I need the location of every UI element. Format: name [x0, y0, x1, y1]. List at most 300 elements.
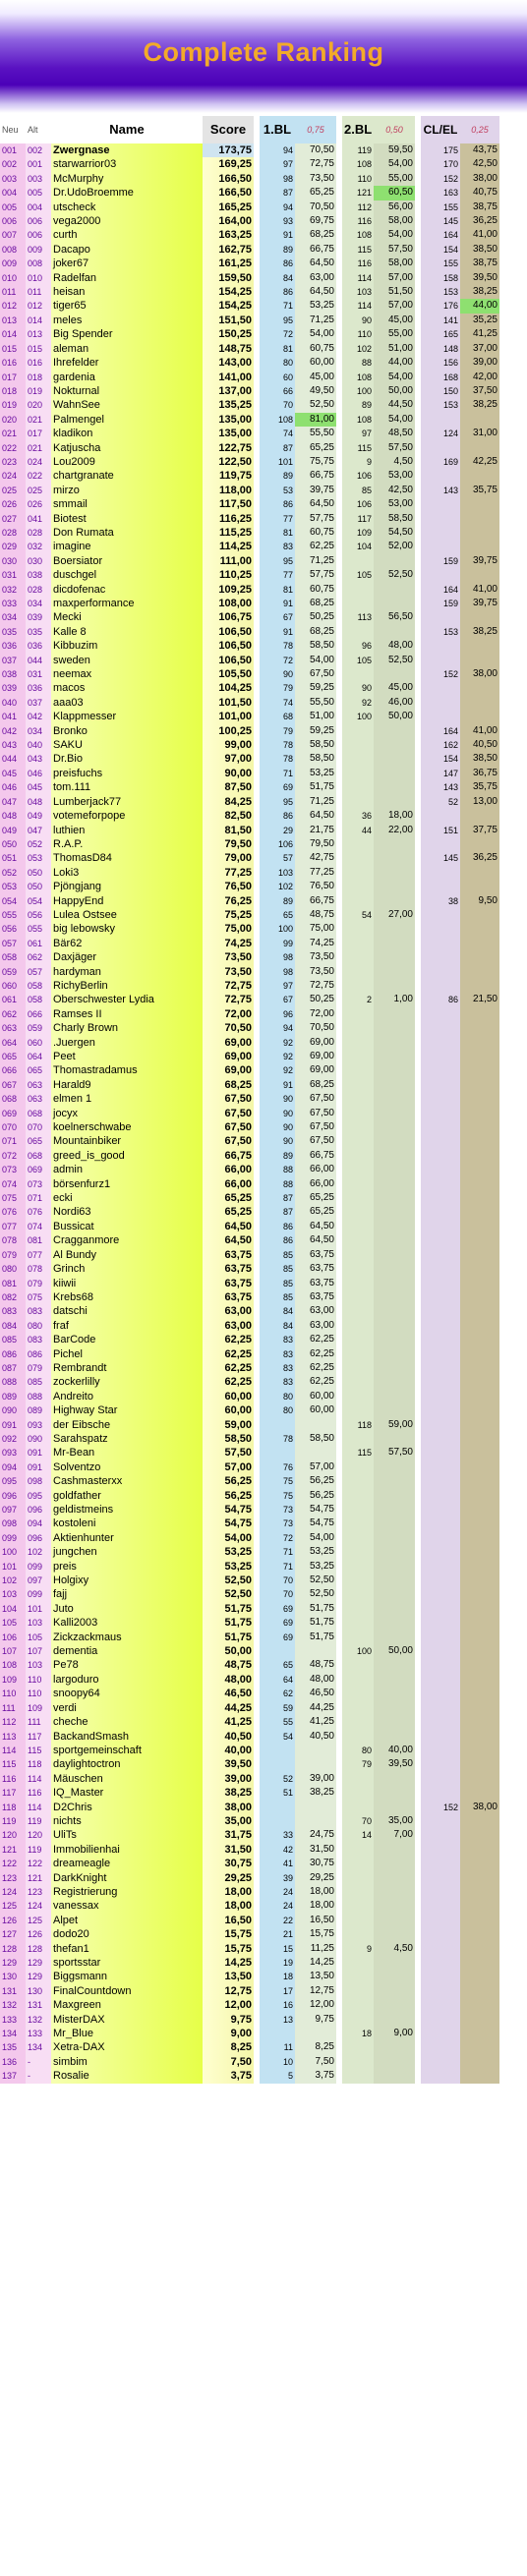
table-row[interactable]	[0, 824, 527, 837]
table-row[interactable]	[0, 1177, 527, 1191]
bl1-points-cell: 87	[260, 441, 295, 455]
column-gap	[499, 327, 527, 341]
table-row[interactable]	[0, 1390, 527, 1403]
table-row[interactable]	[0, 554, 527, 568]
player-name-cell[interactable]: utscheck	[51, 200, 203, 214]
table-row[interactable]	[0, 752, 527, 766]
table-row[interactable]	[0, 1134, 527, 1148]
player-name-cell[interactable]: kladikon	[51, 427, 203, 440]
table-row[interactable]	[0, 2055, 527, 2069]
player-name-cell[interactable]: Katjuscha	[51, 441, 203, 455]
rank-new-cell: 051	[0, 851, 26, 865]
player-name-cell[interactable]: ThomasD84	[51, 851, 203, 865]
player-name-cell[interactable]: goldfather	[51, 1489, 203, 1503]
table-row[interactable]	[0, 1063, 527, 1077]
player-name-cell[interactable]: thefan1	[51, 1942, 203, 1956]
table-row[interactable]	[0, 157, 527, 171]
table-row[interactable]	[0, 1120, 527, 1134]
player-name-cell[interactable]: Dr.UdoBroemme	[51, 186, 203, 200]
table-row[interactable]	[0, 2027, 527, 2040]
table-row[interactable]	[0, 1984, 527, 1998]
player-name-cell[interactable]: ecki	[51, 1191, 203, 1205]
player-name-cell[interactable]: daylightoctron	[51, 1757, 203, 1771]
player-name-cell[interactable]: dementia	[51, 1644, 203, 1658]
table-row[interactable]	[0, 1828, 527, 1842]
bl1-weighted-cell: 53,25	[295, 767, 336, 780]
table-row[interactable]	[0, 851, 527, 865]
player-name-cell[interactable]: UliTs	[51, 1828, 203, 1842]
player-name-cell[interactable]: Alpet	[51, 1914, 203, 1927]
table-row[interactable]	[0, 866, 527, 880]
player-name-cell[interactable]: Maxgreen	[51, 1998, 203, 2012]
table-row[interactable]	[0, 384, 527, 398]
table-row[interactable]	[0, 795, 527, 809]
player-name-cell[interactable]: Radelfan	[51, 271, 203, 285]
table-row[interactable]	[0, 413, 527, 427]
player-name-cell[interactable]: Ihrefelder	[51, 356, 203, 370]
header-bl2[interactable]: 2.BL	[342, 116, 374, 143]
player-name-cell[interactable]: Loki3	[51, 866, 203, 880]
player-name-cell[interactable]: dreameagle	[51, 1857, 203, 1870]
player-name-cell[interactable]: Bussicat	[51, 1220, 203, 1233]
player-name-cell[interactable]: imagine	[51, 540, 203, 553]
player-name-cell[interactable]: simbim	[51, 2055, 203, 2069]
bl1-points-cell: 91	[260, 597, 295, 610]
player-name-cell[interactable]: preis	[51, 1560, 203, 1574]
table-row[interactable]	[0, 1304, 527, 1318]
table-row[interactable]	[0, 1050, 527, 1063]
player-name-cell[interactable]: sportsstar	[51, 1956, 203, 1970]
player-name-cell[interactable]: FinalCountdown	[51, 1984, 203, 1998]
table-row[interactable]	[0, 1290, 527, 1304]
table-row[interactable]	[0, 993, 527, 1006]
table-row[interactable]	[0, 738, 527, 752]
player-name-cell[interactable]: datschi	[51, 1304, 203, 1318]
player-name-cell[interactable]: verdi	[51, 1701, 203, 1715]
table-row[interactable]	[0, 809, 527, 823]
table-row[interactable]	[0, 681, 527, 695]
player-name-cell[interactable]: zockerlilly	[51, 1375, 203, 1389]
header-name[interactable]: Name	[51, 116, 203, 143]
player-name-cell[interactable]: Rosalie	[51, 2069, 203, 2083]
player-name-cell[interactable]: duschgel	[51, 568, 203, 582]
table-row[interactable]	[0, 1927, 527, 1941]
player-name-cell[interactable]: jungchen	[51, 1545, 203, 1559]
player-name-cell[interactable]: fajj	[51, 1587, 203, 1601]
rank-old-cell: 090	[26, 1432, 51, 1446]
table-row[interactable]	[0, 724, 527, 738]
table-row[interactable]	[0, 1333, 527, 1346]
table-row[interactable]	[0, 1631, 527, 1644]
table-row[interactable]	[0, 1503, 527, 1517]
player-name-cell[interactable]: preisfuchs	[51, 767, 203, 780]
player-name-cell[interactable]: DarkKnight	[51, 1871, 203, 1885]
player-name-cell[interactable]: Krebs68	[51, 1290, 203, 1304]
table-row[interactable]	[0, 1107, 527, 1120]
player-name-cell[interactable]: Boersiator	[51, 554, 203, 568]
table-row[interactable]	[0, 1814, 527, 1828]
player-name-cell[interactable]: Daxjäger	[51, 950, 203, 964]
header-neu[interactable]: Neu	[0, 116, 26, 143]
table-row[interactable]	[0, 327, 527, 341]
player-name-cell[interactable]: Xetra-DAX	[51, 2040, 203, 2054]
table-row[interactable]	[0, 1531, 527, 1545]
bl1-weighted-cell: 66,75	[295, 1149, 336, 1163]
table-row[interactable]	[0, 1970, 527, 1983]
player-name-cell[interactable]: maxperformance	[51, 597, 203, 610]
table-row[interactable]	[0, 1517, 527, 1530]
table-row[interactable]	[0, 880, 527, 893]
player-name-cell[interactable]: aleman	[51, 342, 203, 356]
player-name-cell[interactable]: Biggsmann	[51, 1970, 203, 1983]
player-name-cell[interactable]: RichyBerlin	[51, 979, 203, 993]
bl2-points-cell: 18	[342, 2027, 374, 2040]
player-name-cell[interactable]: sportgemeinschaft	[51, 1744, 203, 1757]
table-row[interactable]	[0, 1418, 527, 1432]
table-row[interactable]	[0, 271, 527, 285]
player-name-cell[interactable]: Dacapo	[51, 243, 203, 257]
table-row[interactable]	[0, 1998, 527, 2012]
player-name-cell[interactable]: Solventzo	[51, 1460, 203, 1474]
table-row[interactable]	[0, 894, 527, 908]
header-cl-el[interactable]: CL/EL	[421, 116, 460, 143]
table-row[interactable]	[0, 1233, 527, 1247]
table-row[interactable]	[0, 1757, 527, 1771]
table-row[interactable]	[0, 1644, 527, 1658]
player-name-cell[interactable]: Lumberjack77	[51, 795, 203, 809]
player-name-cell[interactable]: Zickzackmaus	[51, 1631, 203, 1644]
player-name-cell[interactable]: Kalle 8	[51, 625, 203, 639]
player-name-cell[interactable]: largoduro	[51, 1673, 203, 1687]
player-name-cell[interactable]: Sarahspatz	[51, 1432, 203, 1446]
player-name-cell[interactable]: Ramses II	[51, 1007, 203, 1021]
player-name-cell[interactable]: Cashmasterxx	[51, 1474, 203, 1488]
player-name-cell[interactable]: Andreito	[51, 1390, 203, 1403]
table-row[interactable]	[0, 228, 527, 242]
rank-new-cell: 046	[0, 780, 26, 794]
table-row[interactable]	[0, 1361, 527, 1375]
table-row[interactable]	[0, 710, 527, 723]
player-name-cell[interactable]: gardenia	[51, 371, 203, 384]
player-name-cell[interactable]: Immobilienhai	[51, 1843, 203, 1857]
player-name-cell[interactable]: joker67	[51, 257, 203, 270]
table-row[interactable]	[0, 1545, 527, 1559]
player-name-cell[interactable]: Thomastradamus	[51, 1063, 203, 1077]
player-name-cell[interactable]: WahnSee	[51, 398, 203, 412]
player-name-cell[interactable]: Cragganmore	[51, 1233, 203, 1247]
table-row[interactable]	[0, 2069, 527, 2083]
table-row[interactable]	[0, 1248, 527, 1262]
table-row[interactable]	[0, 1036, 527, 1050]
player-name-cell[interactable]: neemax	[51, 667, 203, 681]
player-name-cell[interactable]: D2Chris	[51, 1801, 203, 1814]
player-name-cell[interactable]: fraf	[51, 1319, 203, 1333]
player-name-cell[interactable]: Zwergnase	[51, 143, 203, 157]
table-row[interactable]	[0, 597, 527, 610]
table-row[interactable]	[0, 1857, 527, 1870]
table-row[interactable]	[0, 1007, 527, 1021]
player-name-cell[interactable]: Kibbuzim	[51, 639, 203, 653]
table-row[interactable]	[0, 696, 527, 710]
player-name-cell[interactable]: Oberschwester Lydia	[51, 993, 203, 1006]
player-name-cell[interactable]: tiger65	[51, 299, 203, 313]
table-row[interactable]	[0, 285, 527, 299]
table-row[interactable]	[0, 1956, 527, 1970]
player-name-cell[interactable]: Aktienhunter	[51, 1531, 203, 1545]
table-row[interactable]	[0, 667, 527, 681]
player-name-cell[interactable]: mirzo	[51, 484, 203, 497]
bl2-weighted-cell: 54,00	[374, 371, 415, 384]
player-name-cell[interactable]: geldistmeins	[51, 1503, 203, 1517]
player-name-cell[interactable]: Lulea Ostsee	[51, 908, 203, 922]
table-row[interactable]	[0, 1560, 527, 1574]
player-name-cell[interactable]: Pjöngjang	[51, 880, 203, 893]
table-row[interactable]	[0, 610, 527, 624]
player-name-cell[interactable]: Mecki	[51, 610, 203, 624]
table-row[interactable]	[0, 143, 527, 157]
player-name-cell[interactable]: Al Bundy	[51, 1248, 203, 1262]
table-row[interactable]	[0, 950, 527, 964]
player-name-cell[interactable]: Kalli2003	[51, 1616, 203, 1630]
player-name-cell[interactable]: Bär62	[51, 937, 203, 950]
player-name-cell[interactable]: Don Rumata	[51, 526, 203, 540]
player-name-cell[interactable]: Grinch	[51, 1262, 203, 1276]
table-row[interactable]	[0, 1163, 527, 1176]
table-row[interactable]	[0, 1347, 527, 1361]
player-name-cell[interactable]: Big Spender	[51, 327, 203, 341]
table-row[interactable]	[0, 1205, 527, 1219]
cl-points-cell	[421, 1205, 460, 1219]
table-row[interactable]	[0, 1914, 527, 1927]
player-name-cell[interactable]: HappyEnd	[51, 894, 203, 908]
table-row[interactable]	[0, 441, 527, 455]
player-name-cell[interactable]: Nordi63	[51, 1205, 203, 1219]
player-name-cell[interactable]: smmail	[51, 497, 203, 511]
player-name-cell[interactable]: Klappmesser	[51, 710, 203, 723]
table-row[interactable]	[0, 497, 527, 511]
player-name-cell[interactable]: MisterDAX	[51, 2013, 203, 2027]
table-row[interactable]	[0, 908, 527, 922]
table-row[interactable]	[0, 1092, 527, 1106]
table-row[interactable]	[0, 568, 527, 582]
table-row[interactable]	[0, 639, 527, 653]
player-name-cell[interactable]: .Juergen	[51, 1036, 203, 1050]
table-row[interactable]	[0, 1432, 527, 1446]
player-name-cell[interactable]: dodo20	[51, 1927, 203, 1941]
table-row[interactable]	[0, 1078, 527, 1092]
table-row[interactable]	[0, 2013, 527, 2027]
table-row[interactable]	[0, 1602, 527, 1616]
player-name-cell[interactable]: koelnerschwabe	[51, 1120, 203, 1134]
table-row[interactable]	[0, 314, 527, 327]
table-row[interactable]	[0, 1460, 527, 1474]
player-name-cell[interactable]: chartgranate	[51, 469, 203, 483]
header-bl1[interactable]: 1.BL	[260, 116, 295, 143]
table-row[interactable]	[0, 342, 527, 356]
table-row[interactable]	[0, 1616, 527, 1630]
table-row[interactable]	[0, 1191, 527, 1205]
table-row[interactable]	[0, 1149, 527, 1163]
player-name-cell[interactable]: votemeforpope	[51, 809, 203, 823]
table-row[interactable]	[0, 257, 527, 270]
player-name-cell[interactable]: Mr-Bean	[51, 1446, 203, 1460]
player-name-cell[interactable]: big lebowsky	[51, 922, 203, 936]
table-row[interactable]	[0, 186, 527, 200]
player-name-cell[interactable]: Bronko	[51, 724, 203, 738]
player-name-cell[interactable]: BackandSmash	[51, 1730, 203, 1744]
table-row[interactable]	[0, 1899, 527, 1913]
player-name-cell[interactable]: snoopy64	[51, 1687, 203, 1700]
table-row[interactable]	[0, 837, 527, 851]
player-name-cell[interactable]: McMurphy	[51, 172, 203, 186]
player-name-cell[interactable]: börsenfurz1	[51, 1177, 203, 1191]
player-name-cell[interactable]: Charly Brown	[51, 1021, 203, 1035]
table-row[interactable]	[0, 1262, 527, 1276]
table-row[interactable]	[0, 2040, 527, 2054]
table-row[interactable]	[0, 1375, 527, 1389]
table-row[interactable]	[0, 1474, 527, 1488]
table-row[interactable]	[0, 1772, 527, 1786]
table-row[interactable]	[0, 1319, 527, 1333]
table-row[interactable]	[0, 455, 527, 469]
table-row[interactable]	[0, 1730, 527, 1744]
player-name-cell[interactable]: luthien	[51, 824, 203, 837]
player-name-cell[interactable]: vanessax	[51, 1899, 203, 1913]
player-name-cell[interactable]: BarCode	[51, 1333, 203, 1346]
table-row[interactable]	[0, 243, 527, 257]
player-name-cell[interactable]: dicdofenac	[51, 583, 203, 597]
table-row[interactable]	[0, 1701, 527, 1715]
rank-new-cell: 106	[0, 1631, 26, 1644]
table-row[interactable]	[0, 979, 527, 993]
table-row[interactable]	[0, 1843, 527, 1857]
player-name-cell[interactable]: kostoleni	[51, 1517, 203, 1530]
table-row[interactable]	[0, 937, 527, 950]
player-name-cell[interactable]: meles	[51, 314, 203, 327]
table-row[interactable]	[0, 1885, 527, 1899]
player-name-cell[interactable]: heisan	[51, 285, 203, 299]
table-row[interactable]	[0, 526, 527, 540]
table-row[interactable]	[0, 1446, 527, 1460]
player-name-cell[interactable]: Rembrandt	[51, 1361, 203, 1375]
player-name-cell[interactable]: Biotest	[51, 512, 203, 526]
table-row[interactable]	[0, 1403, 527, 1417]
player-name-cell[interactable]: Pe78	[51, 1658, 203, 1672]
bl2-points-cell: 9	[342, 455, 374, 469]
table-row[interactable]	[0, 1687, 527, 1700]
player-name-cell[interactable]: tom.111	[51, 780, 203, 794]
player-name-cell[interactable]: Pichel	[51, 1347, 203, 1361]
table-row[interactable]	[0, 469, 527, 483]
table-row[interactable]	[0, 1744, 527, 1757]
player-name-cell[interactable]: sweden	[51, 654, 203, 667]
table-row[interactable]	[0, 1786, 527, 1800]
player-name-cell[interactable]: aaa03	[51, 696, 203, 710]
player-name-cell[interactable]: SAKU	[51, 738, 203, 752]
player-name-cell[interactable]: Mr_Blue	[51, 2027, 203, 2040]
table-row[interactable]	[0, 965, 527, 979]
table-row[interactable]	[0, 172, 527, 186]
player-name-cell[interactable]: Holgixy	[51, 1574, 203, 1587]
table-row[interactable]	[0, 299, 527, 313]
table-row[interactable]	[0, 1801, 527, 1814]
player-name-cell[interactable]: macos	[51, 681, 203, 695]
table-row[interactable]	[0, 371, 527, 384]
table-row[interactable]	[0, 1673, 527, 1687]
player-name-cell[interactable]: Mountainbiker	[51, 1134, 203, 1148]
table-row[interactable]	[0, 1574, 527, 1587]
table-row[interactable]	[0, 1871, 527, 1885]
player-name-cell[interactable]: Mäuschen	[51, 1772, 203, 1786]
table-row[interactable]	[0, 922, 527, 936]
player-name-cell[interactable]: der Eibsche	[51, 1418, 203, 1432]
player-name-cell[interactable]: Nokturnal	[51, 384, 203, 398]
player-name-cell[interactable]: kiiwii	[51, 1277, 203, 1290]
rank-old-cell: 073	[26, 1177, 51, 1191]
player-name-cell[interactable]: elmen 1	[51, 1092, 203, 1106]
player-name-cell[interactable]: vega2000	[51, 214, 203, 228]
table-row[interactable]	[0, 654, 527, 667]
table-row[interactable]	[0, 1220, 527, 1233]
player-name-cell[interactable]: nichts	[51, 1814, 203, 1828]
player-name-cell[interactable]: Dr.Bio	[51, 752, 203, 766]
table-row[interactable]	[0, 1715, 527, 1729]
player-name-cell[interactable]: Palmengel	[51, 413, 203, 427]
header-alt[interactable]: Alt	[26, 116, 51, 143]
player-name-cell[interactable]: Highway Star	[51, 1403, 203, 1417]
column-gap	[499, 1319, 527, 1333]
table-row[interactable]	[0, 1658, 527, 1672]
table-row[interactable]	[0, 214, 527, 228]
table-row[interactable]	[0, 512, 527, 526]
player-name-cell[interactable]: admin	[51, 1163, 203, 1176]
player-name-cell[interactable]: R.A.P.	[51, 837, 203, 851]
table-row[interactable]	[0, 1021, 527, 1035]
table-row[interactable]	[0, 583, 527, 597]
header-score[interactable]: Score	[203, 116, 254, 143]
player-name-cell[interactable]: curth	[51, 228, 203, 242]
player-name-cell[interactable]: Registrierung	[51, 1885, 203, 1899]
cl-weighted-cell	[460, 1970, 499, 1983]
player-name-cell[interactable]: jocyx	[51, 1107, 203, 1120]
player-name-cell[interactable]: greed_is_good	[51, 1149, 203, 1163]
player-name-cell[interactable]: starwarrior03	[51, 157, 203, 171]
player-name-cell[interactable]: cheche	[51, 1715, 203, 1729]
player-name-cell[interactable]: IQ_Master	[51, 1786, 203, 1800]
table-row[interactable]	[0, 484, 527, 497]
table-row[interactable]	[0, 767, 527, 780]
table-row[interactable]	[0, 540, 527, 553]
table-row[interactable]	[0, 1489, 527, 1503]
player-name-cell[interactable]: Juto	[51, 1602, 203, 1616]
table-row[interactable]	[0, 398, 527, 412]
table-row[interactable]	[0, 427, 527, 440]
player-name-cell[interactable]: Peet	[51, 1050, 203, 1063]
table-row[interactable]	[0, 780, 527, 794]
table-row[interactable]	[0, 1942, 527, 1956]
player-name-cell[interactable]: Lou2009	[51, 455, 203, 469]
player-name-cell[interactable]: Harald9	[51, 1078, 203, 1092]
bl1-weighted-cell: 56,25	[295, 1489, 336, 1503]
table-row[interactable]	[0, 356, 527, 370]
player-name-cell[interactable]: hardyman	[51, 965, 203, 979]
cl-weighted-cell	[460, 979, 499, 993]
table-row[interactable]	[0, 1587, 527, 1601]
column-gap	[499, 1786, 527, 1800]
table-row[interactable]	[0, 625, 527, 639]
table-row[interactable]	[0, 200, 527, 214]
table-row[interactable]	[0, 1277, 527, 1290]
